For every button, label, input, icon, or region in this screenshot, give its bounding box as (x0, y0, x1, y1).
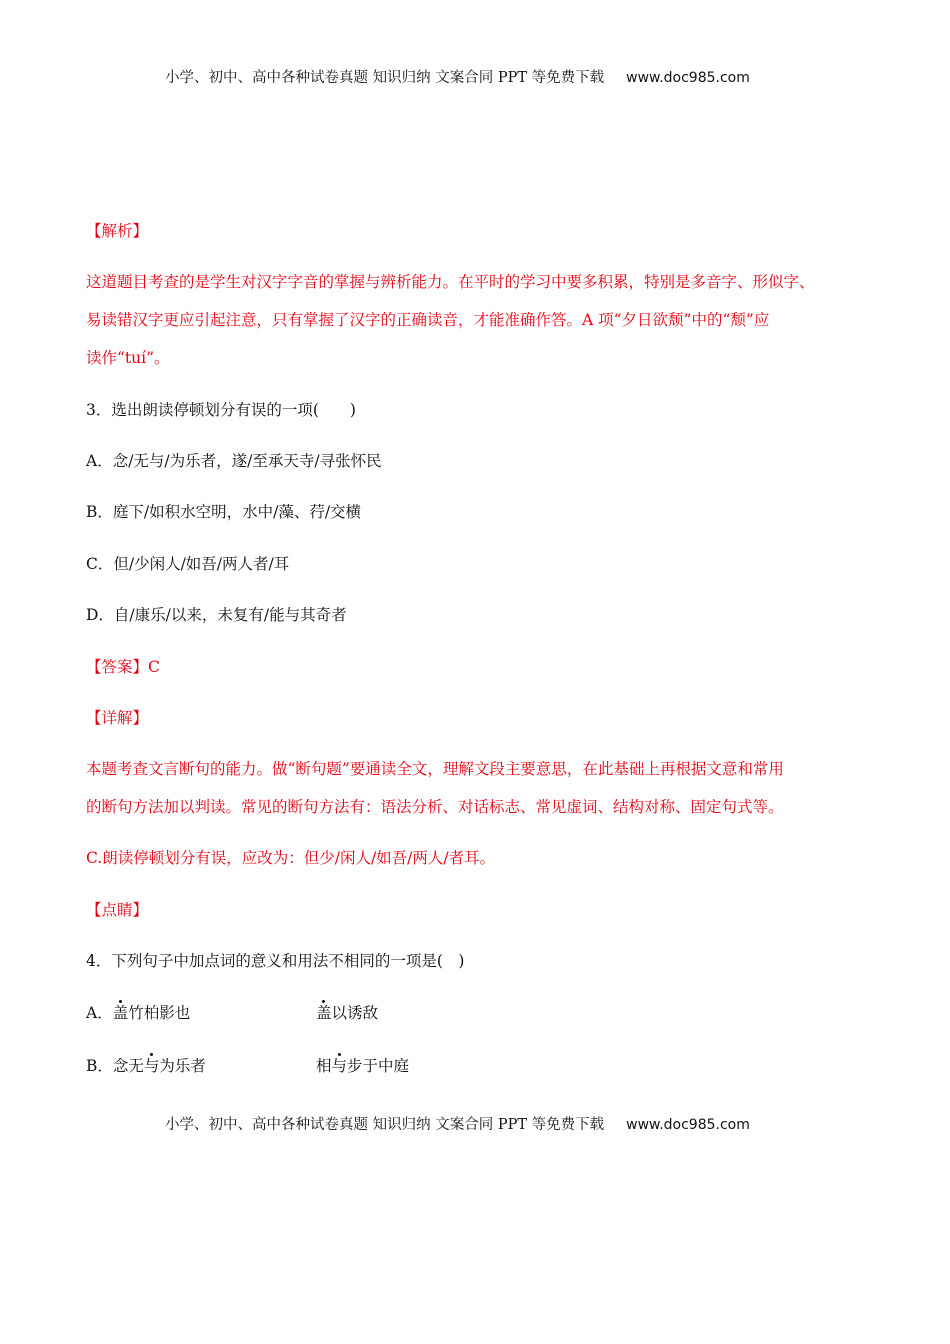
question-4: 4．下列句子中加点词的意义和用法不相同的一项是( ) (86, 952, 465, 970)
footer-url[interactable]: www.doc985.com (626, 1117, 750, 1133)
analysis-label: 【解析】 (86, 222, 149, 240)
q3-option-b: B．庭下/如积水空明，水中/藻、荇/交横 (86, 503, 362, 521)
header-url[interactable]: www.doc985.com (626, 70, 750, 86)
correction-line: C.朗读停顿划分有误，应改为：但少/闲人/如吾/两人/者耳。 (86, 849, 496, 867)
q3-option-d: D．自/康乐/以来，未复有/能与其奇者 (86, 606, 347, 624)
q3-option-a: A．念/无与/为乐者，遂/至承天寺/寻张怀民 (86, 452, 382, 470)
q3-answer (86, 657, 160, 677)
dotted-char: 与 (143, 1057, 160, 1075)
option-text: 为乐者 (159, 1057, 206, 1075)
answer-label: 【答案】 (86, 658, 149, 676)
question-3: 3．选出朗读停顿划分有误的一项( ) (86, 401, 356, 419)
dotted-char: 盖 (112, 1004, 129, 1022)
option-text: 竹柏影也 (128, 1004, 191, 1022)
dotted-char: 与 (331, 1057, 348, 1075)
option-prefix: A． (86, 1004, 113, 1022)
option-prefix: B． (86, 1057, 113, 1075)
option-text: 步于中庭 (347, 1057, 410, 1075)
option-text: 相 (316, 1057, 332, 1075)
q4-option-b (86, 1056, 686, 1076)
dotted-char: 盖 (316, 1004, 332, 1022)
answer-value: C (148, 658, 160, 676)
q4-option-a-compare (316, 1003, 378, 1023)
tip-label: 【点睛】 (86, 901, 149, 919)
q4-option-a (86, 1003, 686, 1023)
detail-line: 的断句方法加以判读。常见的断句方法有：语法分析、对话标志、常见虚词、结构对称、固定句式等。 (86, 798, 784, 816)
option-text: 以诱敌 (331, 1004, 379, 1022)
analysis-line: 易读错汉字更应引起注意，只有掌握了汉字的正确读音，才能准确作答。A 项“夕日欲颓”中的“颓”应 (86, 311, 770, 329)
detail-line: 本题考查文言断句的能力。做“断句题”要通读全文，理解文段主要意思，在此基础上再根据文意和常用 (86, 760, 784, 778)
footer-text: 小学、初中、高中各种试卷真题 知识归纳 文案合同 PPT 等免费下载 (165, 1117, 605, 1133)
option-text: 念无 (112, 1057, 144, 1075)
analysis-line: 读作“tuí”。 (86, 349, 170, 367)
q4-option-b-compare (316, 1056, 409, 1076)
page-header (165, 68, 750, 88)
detail-label: 【详解】 (86, 709, 149, 727)
analysis-line: 这道题目考查的是学生对汉字字音的掌握与辨析能力。在平时的学习中要多积累，特别是多音字、形似字、 (86, 273, 815, 291)
header-text: 小学、初中、高中各种试卷真题 知识归纳 文案合同 PPT 等免费下载 (165, 70, 605, 86)
page-footer (165, 1115, 750, 1135)
q3-option-c: C．但/少闲人/如吾/两人者/耳 (86, 555, 290, 573)
